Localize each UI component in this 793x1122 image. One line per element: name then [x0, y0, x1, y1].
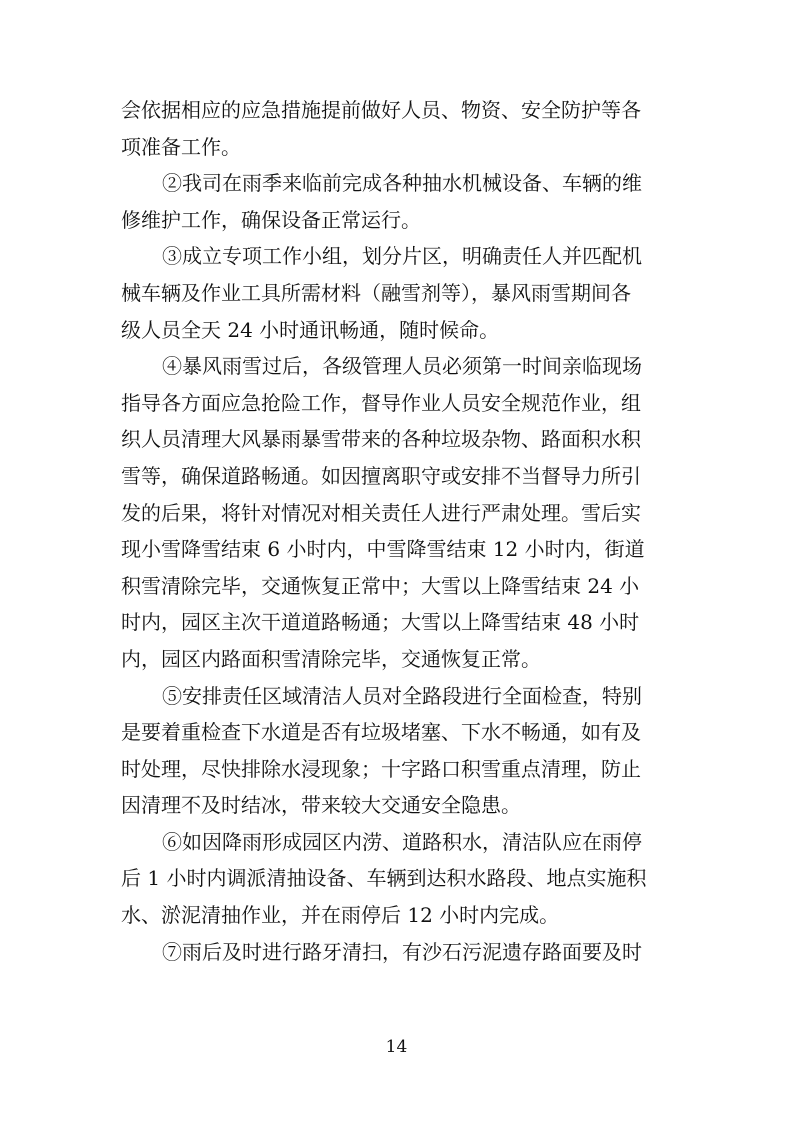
- text-line: ④暴风雨雪过后，各级管理人员必须第一时间亲临现场: [162, 354, 642, 379]
- text-line: 时处理，尽快排除水浸现象；十字路口积雪重点清理，防止: [121, 756, 641, 781]
- text-line: ⑥如因降雨形成园区内涝、道路积水，清洁队应在雨停: [162, 829, 642, 854]
- text-line: 因清理不及时结冰，带来较大交通安全隐患。: [121, 793, 521, 818]
- text-line: 项准备工作。: [121, 134, 241, 159]
- text-line: 指导各方面应急抢险工作，督导作业人员安全规范作业，组: [121, 390, 641, 415]
- text-line: ⑦雨后及时进行路牙清扫，有沙石污泥遗存路面要及时: [162, 939, 642, 964]
- page-number: 14: [385, 1037, 408, 1057]
- text-line: ③成立专项工作小组，划分片区，明确责任人并匹配机: [162, 244, 642, 269]
- text-line: ②我司在雨季来临前完成各种抽水机械设备、车辆的维: [162, 171, 642, 196]
- text-line: 现小雪降雪结束 6 小时内，中雪降雪结束 12 小时内，街道: [121, 537, 645, 562]
- text-line: 是要着重检查下水道是否有垃圾堵塞、下水不畅通，如有及: [121, 720, 641, 745]
- text-line: 发的后果，将针对情况对相关责任人进行严肃处理。雪后实: [121, 500, 641, 525]
- text-line: 会依据相应的应急措施提前做好人员、物资、安全防护等各: [121, 98, 641, 122]
- text-line: 雪等，确保道路畅通。如因擅离职守或安排不当督导力所引: [121, 463, 641, 488]
- text-line: 械车辆及作业工具所需材料（融雪剂等），暴风雨雪期间各: [121, 280, 631, 305]
- text-line: 级人员全天 24 小时通讯畅通，随时候命。: [121, 317, 500, 342]
- text-line: 后 1 小时内调派清抽设备、车辆到达积水路段、地点实施积: [121, 866, 647, 891]
- text-line: 时内，园区主次干道道路畅通；大雪以上降雪结束 48 小时: [121, 610, 640, 635]
- page-body: [121, 92, 677, 970]
- text-line: 修维护工作，确保设备正常运行。: [121, 207, 421, 232]
- text-line: 织人员清理大风暴雨暴雪带来的各种垃圾杂物、路面积水积: [121, 427, 641, 452]
- text-line: 水、淤泥清抽作业，并在雨停后 12 小时内完成。: [121, 903, 560, 928]
- text-line: 积雪清除完毕，交通恢复正常中；大雪以上降雪结束 24 小: [121, 573, 640, 598]
- text-line: 内，园区内路面积雪清除完毕，交通恢复正常。: [121, 646, 541, 671]
- text-line: ⑤安排责任区域清洁人员对全路段进行全面检查，特别: [162, 683, 642, 708]
